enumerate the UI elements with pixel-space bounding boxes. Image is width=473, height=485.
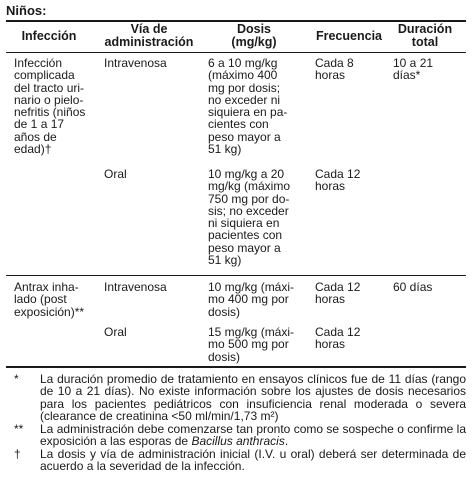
header-frecuencia: Frecuencia (315, 29, 382, 43)
cell-dosis: 6 a 10 mg/kg (máximo 400 mg por dosis; no exceder ni siquiera en pa- cientes con peso mayor a 51 kg) (208, 56, 288, 157)
cell-via: Intravenosa (104, 56, 167, 70)
footnote-mark: ** (14, 422, 24, 436)
cell-duracion: 60 días (393, 280, 433, 294)
footnote-mark: * (14, 372, 19, 386)
cell-frecuencia: Cada 12 horas (315, 167, 361, 194)
row-divider-rule (6, 275, 466, 276)
cell-via: Oral (104, 325, 127, 339)
cell-via: Oral (104, 167, 127, 181)
cell-via: Intravenosa (104, 280, 167, 294)
footnote-text-part: La administración debe comenzarse tan pronto como se sospeche o confirme la exposición a las esporas de (40, 422, 466, 449)
footnote-mark: † (14, 447, 21, 461)
header-rule (6, 52, 466, 53)
footnote-text-part: . (284, 434, 289, 449)
header-infeccion: Infección (21, 29, 77, 43)
cell-dosis: 10 mg/kg (máxi- mo 400 mg por dosis) (208, 280, 295, 319)
footnote-text (40, 423, 466, 448)
cell-frecuencia: Cada 12 horas (315, 325, 361, 352)
cell-infeccion: Antrax inha- lado (post exposición)** (14, 280, 85, 319)
footnote-italic-term: Bacillus anthracis (191, 434, 285, 449)
cell-frecuencia: Cada 8 horas (315, 56, 354, 83)
cell-dosis: 10 mg/kg a 20 mg/kg (máximo 750 mg por do- sis; no exceder ni siquiera en pacientes con peso mayor a 51 kg) (208, 167, 291, 268)
cell-infeccion: Infección complicada del tracto uri- nario o pielo- nefritis (niños de 1 a 17 años de edad)† (14, 56, 86, 157)
table-bottom-rule (6, 366, 466, 368)
header-dosis: Dosis (mg/kg) (231, 22, 277, 49)
cell-duracion: 10 a 21 días* (393, 56, 434, 83)
cell-frecuencia: Cada 12 horas (315, 280, 361, 307)
header-via: Vía de administración (104, 22, 194, 49)
header-duracion: Duración total (397, 22, 453, 49)
footnote-text: La dosis y vía de administración inicial (I.V. u oral) deberá ser determinada de acuerdo a la severidad de la infección. (40, 447, 466, 474)
table-top-rule (6, 20, 466, 22)
footnote-text: La duración promedio de tratamiento en ensayos clínicos fue de 11 días (rango de 10 a 21 días). No existe información sobre los ajustes de dosis necesarios para los pacientes pediátricos con insuficiencia renal moderada o severa (clearance de creatinina <50 ml/min/1,73 m²) (40, 372, 466, 423)
cell-dosis: 15 mg/kg (máxi- mo 500 mg por dosis) (208, 325, 295, 364)
section-title: Niños: (6, 3, 47, 18)
